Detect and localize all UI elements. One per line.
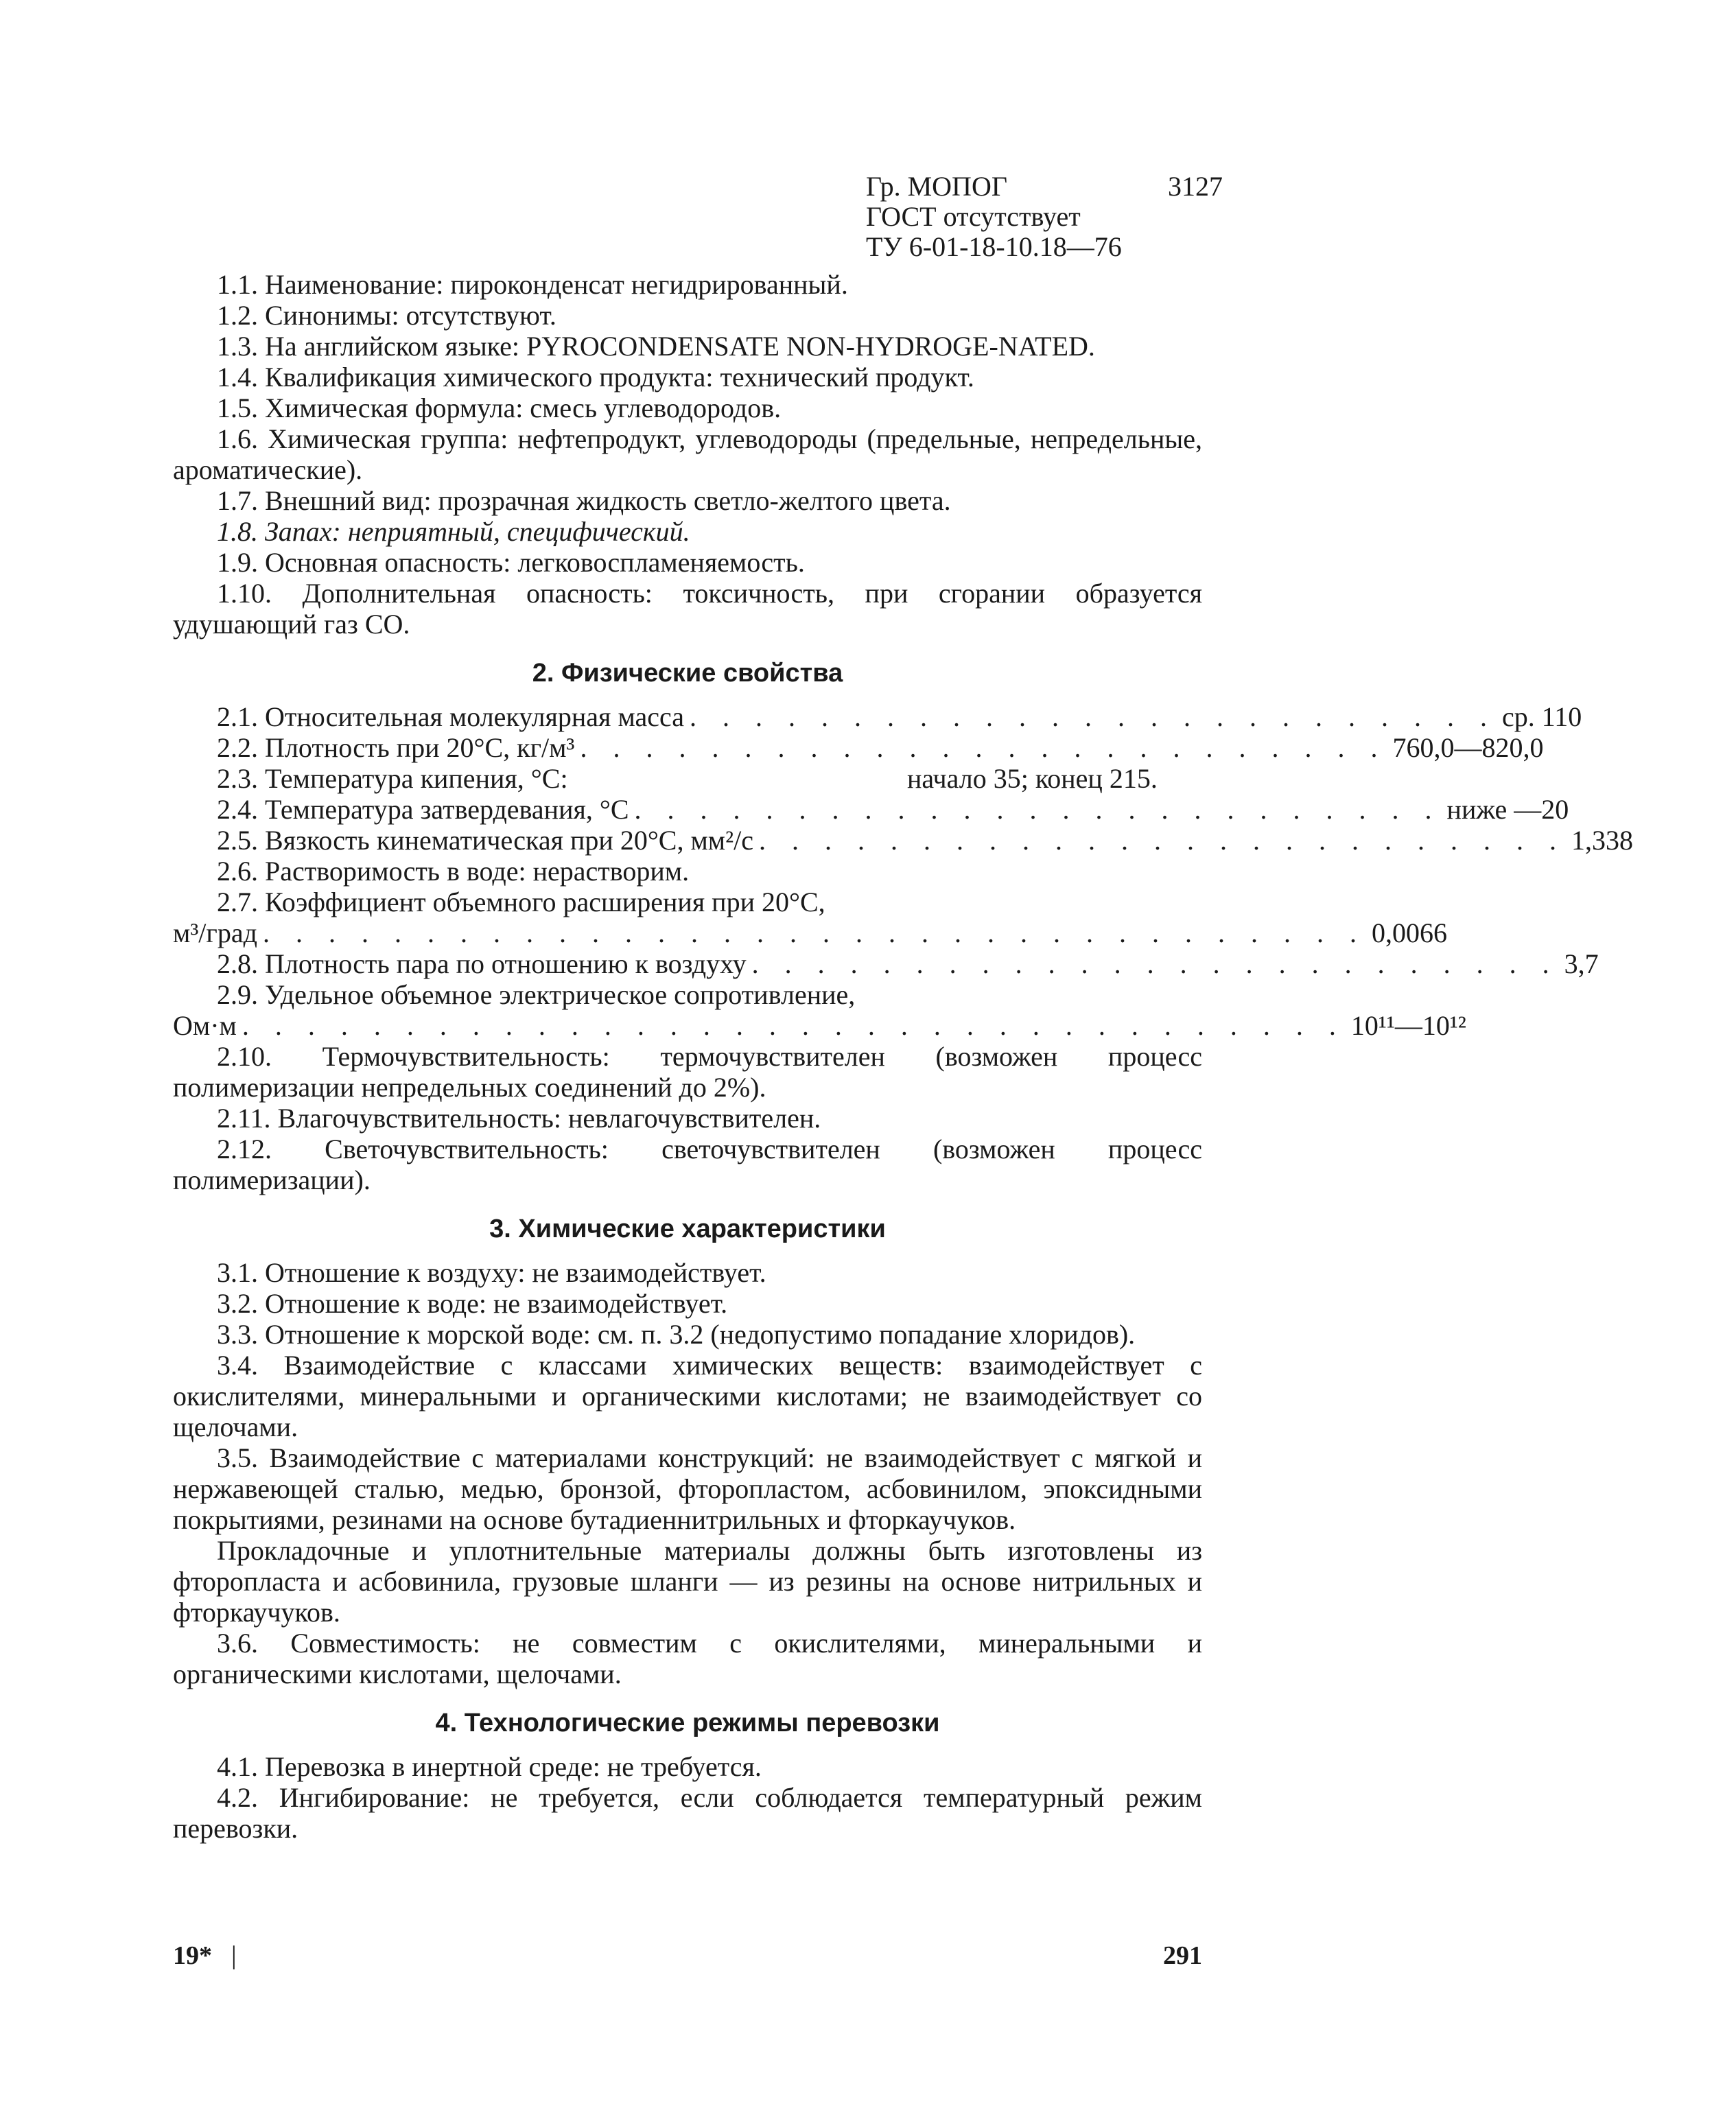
item-2-5 <box>173 825 1633 856</box>
item-2-5-value: 1,338 <box>1571 825 1633 856</box>
item-2-9 <box>173 1010 1466 1041</box>
item-2-4-value: ниже —20 <box>1446 794 1569 825</box>
item-4-2: 4.2. Ингибирование: не требуется, если соблюдается температурный режим перевозки. <box>173 1782 1202 1844</box>
item-2-9-value: 10¹¹—10¹² <box>1350 1010 1466 1041</box>
item-1-6: 1.6. Химическая группа: нефтепродукт, углеводороды (предельные, непредельные, ароматические). <box>173 423 1202 485</box>
document-header <box>866 172 1223 262</box>
tu-line: ТУ 6-01-18-10.18—76 <box>866 231 1122 262</box>
item-2-10: 2.10. Термочувствительность: термочувствителен (возможен процесс полимеризации непредельных соединений до 2%). <box>173 1041 1202 1103</box>
item-2-1-label: 2.1. Относительная молекулярная масса <box>217 701 684 732</box>
item-2-7 <box>173 917 1447 948</box>
item-2-4-label: 2.4. Температура затвердевания, °С <box>217 794 629 825</box>
leader-dots: . . . . . . . . . . . . . . . . . . . . . . . . . <box>758 825 1566 856</box>
section-2-heading: 2. Физические свойства <box>532 659 843 688</box>
item-2-5-label: 2.5. Вязкость кинематическая при 20°С, мм²/с <box>217 825 753 856</box>
item-3-1: 3.1. Отношение к воздуху: не взаимодействует. <box>217 1257 766 1288</box>
item-2-8-value: 3,7 <box>1564 948 1599 979</box>
item-1-4: 1.4. Квалификация химического продукта: технический продукт. <box>217 362 974 393</box>
item-2-9-text: 2.9. Удельное объемное электрическое сопротивление, <box>217 979 856 1010</box>
item-3-6: 3.6. Совместимость: не совместим с окислителями, минеральными и органическими кислотами, щелочами. <box>173 1628 1202 1689</box>
page-footer <box>173 1941 1202 1971</box>
leader-dots: . . . . . . . . . . . . . . . . . . . . . . . . . <box>634 794 1442 825</box>
item-3-4: 3.4. Взаимодействие с классами химических веществ: взаимодействует с окислителями, минеральными и органическими кислотами; не взаимодействует со щелочами. <box>173 1350 1202 1442</box>
item-3-5: 3.5. Взаимодействие с материалами конструкций: не взаимодействует с мягкой и нержавеющей сталью, медью, бронзой, фторопластом, асбовинилом, эпоксидными покрытиями, резинами на основе бутадиеннитрильных и фторкаучуков. <box>173 1442 1202 1535</box>
item-3-2: 3.2. Отношение к воде: не взаимодействует. <box>217 1288 728 1319</box>
item-2-9-label: Ом·м <box>173 1010 237 1041</box>
item-2-2-label: 2.2. Плотность при 20°С, кг/м³ <box>217 732 575 763</box>
leader-dots: . . . . . . . . . . . . . . . . . . . . . . . . . . . . . . . . . . <box>242 1010 1346 1041</box>
item-2-7-label: м³/град <box>173 917 257 948</box>
entry-number: 3127 <box>1168 171 1223 202</box>
item-2-3 <box>173 763 1202 794</box>
section-4-heading: 4. Технологические режимы перевозки <box>435 1709 940 1737</box>
item-3-3: 3.3. Отношение к морской воде: см. п. 3.2 (недопустимо попадание хлоридов). <box>217 1319 1136 1350</box>
item-2-3-label: 2.3. Температура кипения, °С: <box>217 763 568 794</box>
leader-dots: . . . . . . . . . . . . . . . . . . . . . . . . . <box>751 948 1559 979</box>
item-2-1-value: ср. 110 <box>1502 701 1582 732</box>
item-2-11: 2.11. Влагочувствительность: невлагочувствителен. <box>217 1103 821 1134</box>
item-2-4 <box>173 794 1569 825</box>
item-2-2 <box>173 732 1544 763</box>
item-2-7-text: 2.7. Коэффициент объемного расширения при 20°С, <box>217 887 825 917</box>
leader-dots: . . . . . . . . . . . . . . . . . . . . . . . . . . . . . . . . . . <box>262 917 1366 948</box>
item-2-3-value: начало 35; конец 215. <box>907 763 1158 794</box>
leader-dots: . . . . . . . . . . . . . . . . . . . . . . . . . <box>580 732 1387 763</box>
footer-signature: 19* <box>173 1941 212 1970</box>
group-label: Гр. МОПОГ <box>866 171 1007 202</box>
footer-mark: | <box>231 1941 237 1970</box>
item-1-3: 1.3. На английском языке: PYROCONDENSATE NON-HYDROGE-NATED. <box>217 331 1095 362</box>
item-1-9: 1.9. Основная опасность: легковоспламеняемость. <box>217 547 805 578</box>
page-number: 291 <box>1163 1941 1202 1970</box>
item-2-8 <box>173 948 1599 979</box>
item-2-1 <box>173 701 1582 732</box>
item-1-1: 1.1. Наименование: пироконденсат негидрированный. <box>217 269 848 300</box>
item-4-1: 4.1. Перевозка в инертной среде: не требуется. <box>217 1751 762 1782</box>
section-3-heading: 3. Химические характеристики <box>489 1215 886 1243</box>
leader-dots: . . . . . . . . . . . . . . . . . . . . . . . . . <box>690 701 1497 732</box>
item-1-8: 1.8. Запах: неприятный, специфический. <box>217 516 690 547</box>
item-2-6: 2.6. Растворимость в воде: нерастворим. <box>217 856 690 887</box>
item-2-2-value: 760,0—820,0 <box>1392 732 1544 763</box>
item-2-7-value: 0,0066 <box>1371 917 1447 948</box>
item-1-5: 1.5. Химическая формула: смесь углеводородов. <box>217 393 782 423</box>
signature-mark <box>173 1941 237 1971</box>
item-3-5-gaskets: Прокладочные и уплотнительные материалы должны быть изготовлены из фторопласта и асбовинила, грузовые шланги — из резины на основе нитрильных и фторкаучуков. <box>173 1535 1202 1628</box>
gost-line: ГОСТ отсутствует <box>866 201 1081 232</box>
item-2-12: 2.12. Светочувствительность: светочувствителен (возможен процесс полимеризации). <box>173 1134 1202 1195</box>
item-2-8-label: 2.8. Плотность пара по отношению к воздуху <box>217 948 747 979</box>
document-body <box>173 269 1633 1844</box>
item-1-7: 1.7. Внешний вид: прозрачная жидкость светло-желтого цвета. <box>217 485 951 516</box>
item-1-10: 1.10. Дополнительная опасность: токсичность, при сгорании образуется удушающий газ СО. <box>173 578 1202 640</box>
item-1-2: 1.2. Синонимы: отсутствуют. <box>217 300 556 331</box>
